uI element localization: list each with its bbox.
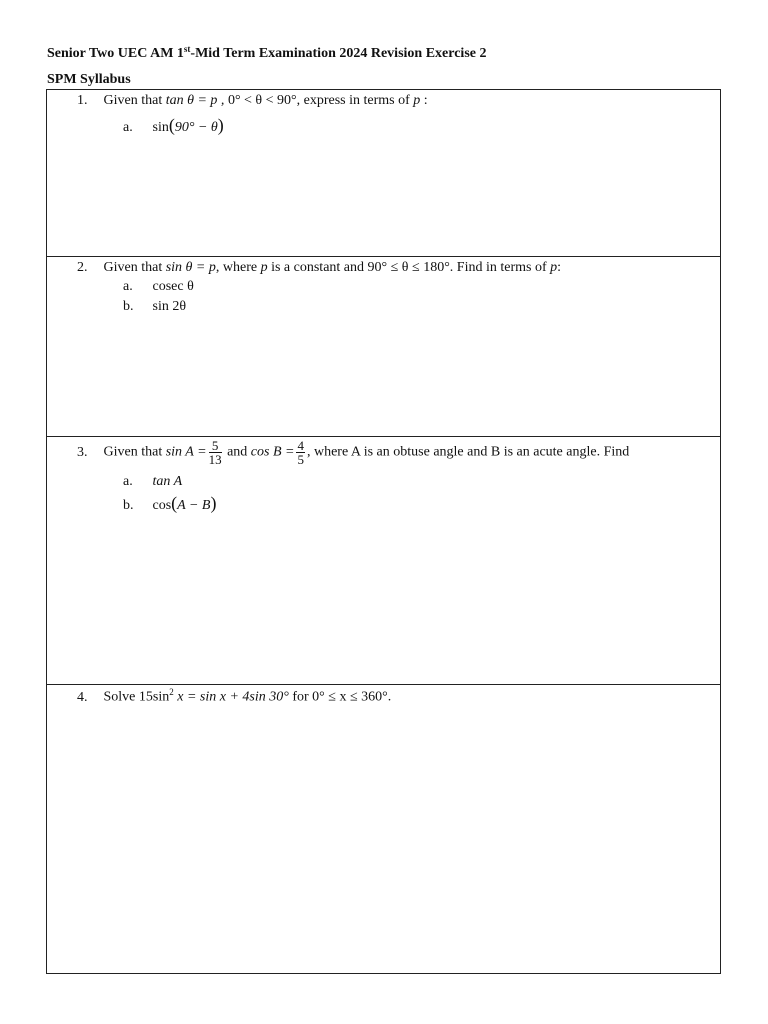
part-label: a. — [123, 120, 133, 135]
question-4-text — [77, 687, 391, 706]
question-1-part-a: a. sin(90° − θ) — [123, 115, 224, 135]
question-2-part-a — [123, 279, 194, 295]
question-text: Given that — [103, 93, 163, 108]
math-expression: sin θ = p — [165, 260, 216, 275]
question-number: 2. — [77, 260, 88, 275]
math-expression: 0° < θ < 90° — [227, 93, 297, 108]
question-1-box — [46, 89, 721, 257]
part-label: a. — [123, 474, 133, 489]
math-variable: p — [260, 260, 268, 275]
question-2-box — [46, 256, 721, 437]
math-expression: 0° ≤ x ≤ 360° — [312, 689, 388, 705]
title-main: Senior Two UEC AM 1 — [47, 46, 184, 61]
fraction-denominator: 13 — [208, 452, 222, 467]
question-text: . Find in terms of — [449, 260, 547, 275]
math-function: sin — [152, 120, 169, 135]
question-1-text — [77, 93, 428, 109]
fraction-cos-b — [296, 439, 305, 466]
question-2-part-b — [123, 299, 186, 315]
question-text: . — [387, 689, 392, 705]
question-3-part-a — [123, 474, 182, 490]
question-number: 3. — [77, 444, 88, 460]
math-expression: sin 2θ — [152, 299, 187, 314]
question-text: is a constant and — [271, 260, 365, 275]
question-text: , where — [215, 260, 258, 275]
math-variable: p — [413, 93, 421, 108]
page-title — [47, 44, 486, 62]
question-4-box — [46, 684, 721, 974]
syllabus-heading: SPM Syllabus — [47, 72, 131, 87]
question-text: Given that — [103, 444, 163, 460]
math-expression: cos B = — [250, 444, 295, 460]
question-2-text — [77, 260, 561, 276]
math-variable: p — [550, 260, 558, 275]
fraction-sin-a — [209, 439, 222, 466]
question-text: : — [557, 260, 562, 275]
question-3-box — [46, 436, 721, 685]
question-3-text — [77, 439, 629, 466]
fraction-numerator: 4 — [297, 438, 304, 453]
question-text: for — [292, 689, 309, 705]
math-expression: 90° ≤ θ ≤ 180° — [367, 260, 450, 275]
question-text: Solve — [103, 689, 136, 705]
fraction-denominator: 5 — [297, 452, 304, 467]
math-expression: 90° − θ — [174, 120, 218, 135]
math-expression: tan A — [152, 474, 183, 489]
fraction-numerator: 5 — [209, 439, 222, 453]
question-text: , express in terms of — [296, 93, 410, 108]
question-3-part-b: b. cos(A − B) — [123, 493, 217, 513]
question-text: and — [227, 444, 248, 460]
question-text: : — [420, 93, 428, 108]
question-text: Given that — [103, 260, 163, 275]
question-number: 1. — [77, 93, 88, 108]
question-text: , where A is an obtuse angle and B is an acute angle. Find — [306, 444, 630, 460]
title-rest: -Mid Term Examination 2024 Revision Exercise 2 — [190, 46, 487, 61]
math-function: cos — [152, 498, 172, 513]
math-expression: A − B — [177, 498, 211, 513]
title-superscript: st — [183, 44, 191, 54]
part-label: b. — [123, 498, 134, 513]
math-expression: tan θ = p , — [165, 93, 225, 108]
math-superscript: 2 — [169, 687, 174, 697]
math-expression: sin A = — [165, 444, 207, 460]
question-number: 4. — [77, 689, 88, 705]
math-expression: x = sin x + 4sin 30° — [173, 689, 289, 705]
part-label: a. — [123, 279, 133, 294]
math-expression: 15sin — [138, 689, 170, 705]
part-label: b. — [123, 299, 134, 314]
math-expression: cosec θ — [152, 279, 194, 294]
